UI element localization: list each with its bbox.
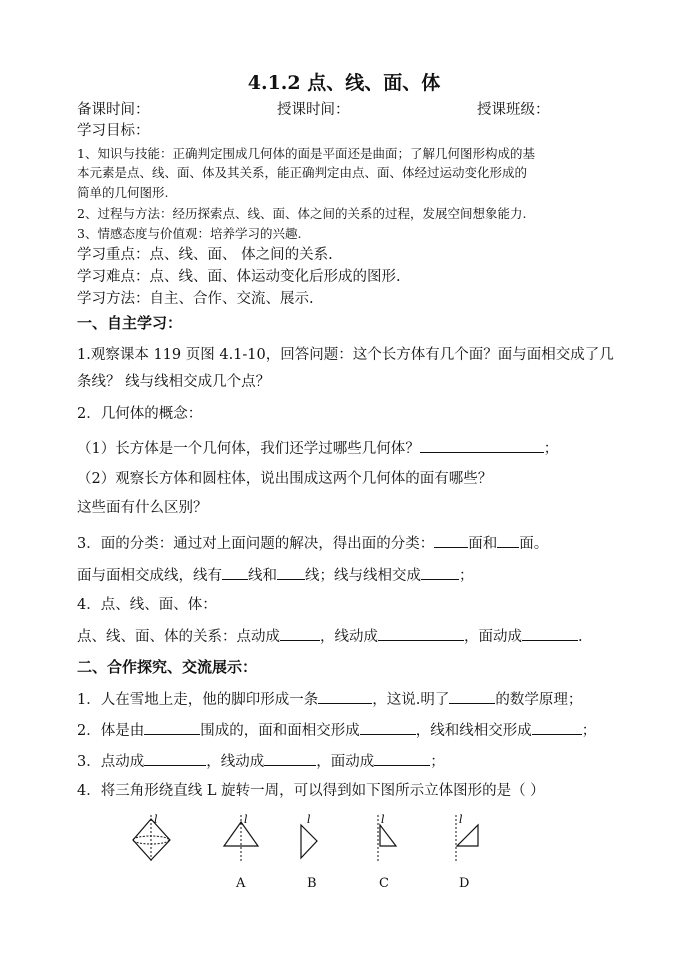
s1-q2-2: （2）观察长方体和圆柱体，说出围成这两个几何体的面有哪些？	[77, 471, 493, 487]
s1-q4-row: 点、线、面、体的关系：点动成 ，线动成 ，面动成 .	[77, 626, 583, 646]
page-title: 4.1.2 点、线、面、体	[247, 72, 441, 94]
svg-text:l: l	[381, 813, 385, 826]
figure-d-shape	[448, 812, 484, 864]
answer-blank[interactable]	[420, 438, 544, 453]
answer-blank[interactable]	[277, 565, 305, 580]
objective-1-line-2: 本元素是点、线、面、体及其关系，能正确判定由点、面、体经过运动变化形成的	[77, 165, 528, 180]
s1-q2-1: （1）长方体是一个几何体，我们还学过哪些几何体？	[77, 441, 420, 457]
s2-q2-row: 2．体是由 围成的，面和面相交形成 ，线和线相交形成 ；	[77, 720, 596, 740]
answer-blank[interactable]	[421, 565, 459, 580]
svg-text:l: l	[307, 813, 311, 826]
figure-triangle-cone	[221, 812, 263, 864]
s2-q4: 4．将三角形绕直线 L 旋转一周，可以得到如下图所示立体图形的是（ ）	[77, 783, 545, 799]
answer-blank[interactable]	[497, 533, 519, 548]
option-c-label: C	[379, 876, 389, 891]
answer-blank[interactable]	[360, 720, 416, 735]
svg-text:l: l	[459, 813, 463, 826]
difficulty: 学习难点：点、线、面、体运动变化后形成的图形.	[77, 269, 401, 285]
s1-q4: 4．点、线、面、体：	[77, 597, 217, 613]
answer-blank[interactable]	[532, 720, 582, 735]
teach-time-label: 授课时间：	[277, 102, 350, 118]
figure-b-shape	[292, 812, 322, 864]
figure-c-shape	[370, 812, 400, 864]
objective-1-line-1: 1、知识与技能：正确判定围成几何体的面是平面还是曲面；了解几何图形构成的基	[77, 146, 535, 161]
method: 学习方法：自主、合作、交流、展示.	[77, 291, 314, 307]
answer-blank[interactable]	[522, 626, 578, 641]
answer-blank[interactable]	[434, 533, 468, 548]
answer-blank[interactable]	[280, 626, 320, 641]
answer-blank[interactable]	[144, 720, 200, 735]
answer-blank[interactable]	[449, 689, 495, 704]
s1-q1-line-1: 1.观察课本 119 页图 4.1-10，回答问题：这个长方体有几个面？面与面相交成了几	[77, 347, 614, 363]
objective-1-line-3: 简单的几何图形.	[77, 185, 169, 200]
s1-q3-line-2-row: 面与面相交成线，线有 线和 线；线与线相交成 ；	[77, 565, 474, 585]
answer-blank[interactable]	[318, 689, 372, 704]
answer-blank[interactable]	[144, 751, 206, 766]
prep-time-label: 备课时间：	[77, 102, 150, 118]
objective-3: 3、情感态度与价值观：培养学习的兴趣.	[77, 226, 302, 241]
answer-blank[interactable]	[374, 751, 430, 766]
answer-blank[interactable]	[264, 751, 316, 766]
s1-q2-2b: 这些面有什么区别？	[77, 500, 208, 516]
figure-double-cone	[128, 812, 178, 864]
teach-class-label: 授课班级：	[477, 102, 550, 118]
option-a-label: A	[236, 876, 246, 891]
objectives-heading: 学习目标：	[77, 123, 150, 139]
section-1-heading: 一、自主学习：	[77, 314, 183, 332]
s2-q1-row: 1．人在雪地上走，他的脚印形成一条 ，这说.明了 的数学原理；	[77, 689, 582, 709]
answer-blank[interactable]	[378, 626, 464, 641]
s1-q2-1-row: （1）长方体是一个几何体，我们还学过哪些几何体？ ；	[77, 438, 558, 458]
section-2-heading: 二、合作探究、交流展示：	[77, 658, 258, 676]
objective-2: 2、过程与方法：经历探索点、线、面、体之间的关系的过程，发展空间想象能力.	[77, 206, 527, 221]
svg-text:l: l	[154, 813, 158, 826]
answer-blank[interactable]	[222, 565, 248, 580]
svg-text:l: l	[244, 813, 248, 826]
option-d-label: D	[459, 876, 470, 891]
option-b-label: B	[307, 876, 317, 891]
s2-q3-row: 3．点动成 ，线动成 ，面动成 ；	[77, 751, 445, 771]
key-points: 学习重点：点、线、面、 体之间的关系.	[77, 247, 333, 263]
s1-q1-line-2: 条线？ 线与线相交成几个点？	[77, 374, 271, 390]
s1-q3-row: 3．面的分类：通过对上面问题的解决，得出面的分类： 面和 面。	[77, 533, 548, 553]
s1-q2: 2．几何体的概念：	[77, 406, 203, 422]
header-row	[77, 101, 550, 119]
